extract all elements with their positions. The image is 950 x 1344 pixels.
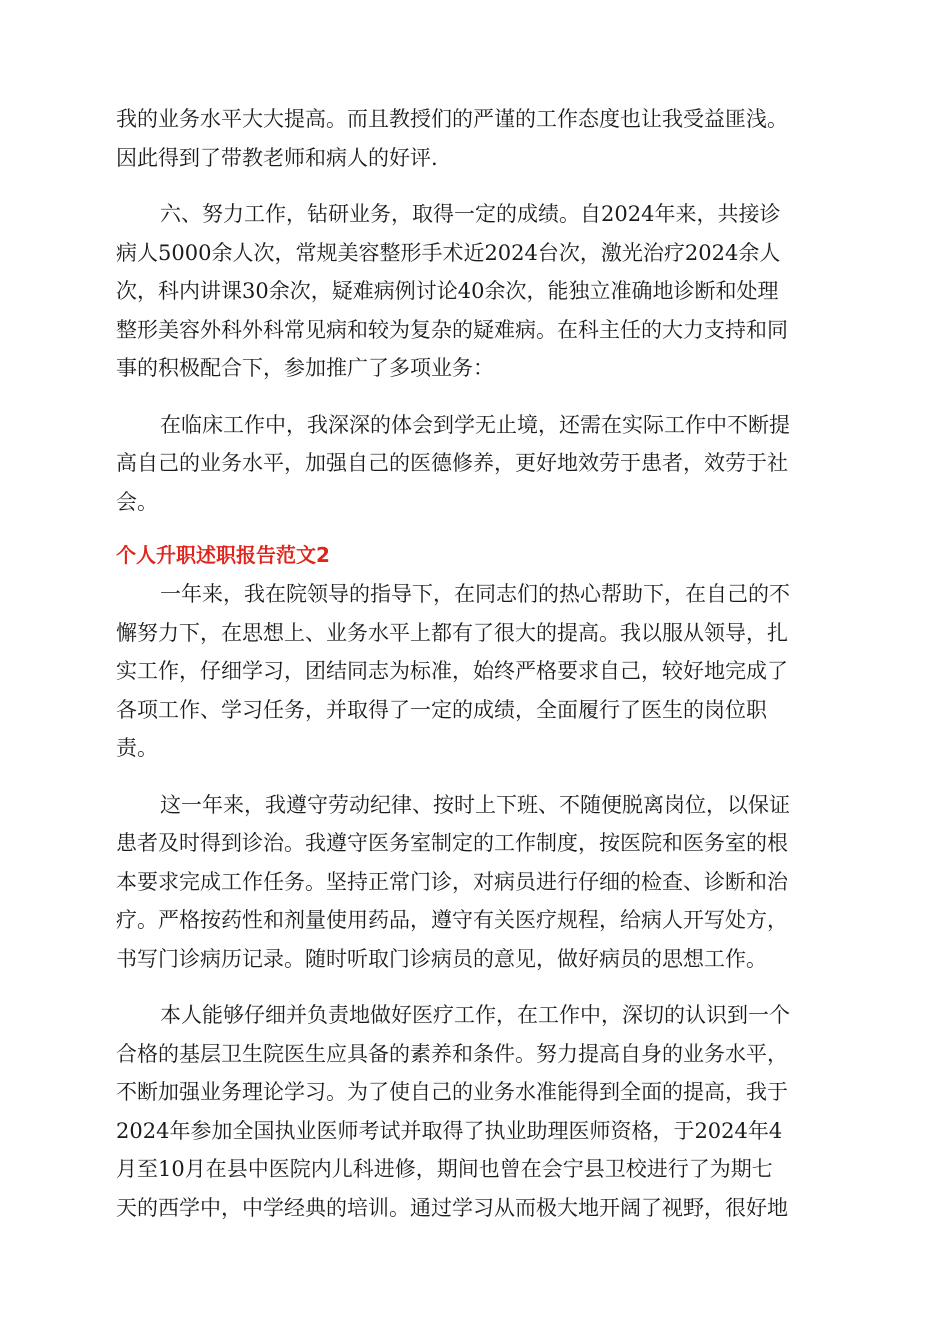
- text-line: 责。: [116, 736, 158, 760]
- section-heading: 个人升职述职报告范文2: [116, 543, 330, 567]
- text-line: 因此得到了带教老师和病人的好评.: [116, 145, 438, 170]
- text-line: 2024年参加全国执业医师考试并取得了执业助理医师资格，于2024年4: [116, 1118, 783, 1143]
- text-line: 懈努力下，在思想上、业务水平上都有了很大的提高。我以服从领导，扎: [116, 620, 788, 645]
- paragraph-clinical-work: [116, 406, 836, 522]
- text-line: 我的业务水平大大提高。而且教授们的严谨的工作态度也让我受益匪浅。: [116, 107, 788, 131]
- text-line: 天的西学中，中学经典的培训。通过学习从而极大地开阔了视野，很好地: [116, 1195, 788, 1220]
- text-line: 本要求完成工作任务。坚持正常门诊，对病员进行仔细的检查、诊断和治: [116, 869, 788, 894]
- text-line: 一年来，我在院领导的指导下，在同志们的热心帮助下，在自己的不: [160, 582, 790, 606]
- text-line: 不断加强业务理论学习。为了使自己的业务水准能得到全面的提高，我于: [116, 1080, 788, 1104]
- text-line: 整形美容外科外科常见病和较为复杂的疑难病。在科主任的大力支持和同: [116, 317, 788, 342]
- text-line: 高自己的业务水平，加强自己的医德修养，更好地效劳于患者，效劳于社: [116, 451, 788, 475]
- paragraph-continuation: [116, 100, 836, 177]
- text-line: 本人能够仔细并负责地做好医疗工作，在工作中，深切的认识到一个: [160, 1003, 790, 1027]
- text-line: 病人5000余人次，常规美容整形手术近2024台次，激光治疗2024余人: [116, 240, 781, 265]
- text-line: 会。: [116, 489, 158, 514]
- text-line: 各项工作、学习任务，并取得了一定的成绩，全面履行了医生的岗位职: [116, 697, 767, 722]
- text-line: 月至10月在县中医院内儿科进修，期间也曾在会宁县卫校进行了为期七: [116, 1157, 773, 1181]
- text-line: 实工作，仔细学习，团结同志为标准，始终严格要求自己，较好地完成了: [116, 659, 788, 683]
- text-line: 六、努力工作，钻研业务，取得一定的成绩。自2024年来，共接诊: [160, 202, 781, 226]
- text-line: 疗。严格按药性和剂量使用药品，遵守有关医疗规程，给病人开写处方，: [116, 908, 788, 932]
- text-line: 这一年来，我遵守劳动纪律、按时上下班、不随便脱离岗位，以保证: [160, 792, 790, 817]
- text-line: 在临床工作中，我深深的体会到学无止境，还需在实际工作中不断提: [160, 412, 790, 437]
- text-line: 书写门诊病历记录。随时听取门诊病员的意见，做好病员的思想工作。: [116, 946, 767, 971]
- text-line: 合格的基层卫生院医生应具备的素养和条件。努力提高自身的业务水平，: [116, 1041, 788, 1066]
- text-line: 事的积极配合下，参加推广了多项业务：: [116, 356, 494, 380]
- paragraph-discipline: [116, 786, 836, 979]
- text-line: 患者及时得到诊治。我遵守医务室制定的工作制度，按医院和医务室的根: [116, 831, 788, 855]
- document-page: [116, 100, 836, 1245]
- paragraph-professional-growth: [116, 996, 836, 1227]
- paragraph-achievements: [116, 195, 836, 388]
- text-line: 次，科内讲课30余次，疑难病例讨论40余次，能独立准确地诊断和处理: [116, 279, 779, 303]
- paragraph-year-summary: [116, 575, 836, 768]
